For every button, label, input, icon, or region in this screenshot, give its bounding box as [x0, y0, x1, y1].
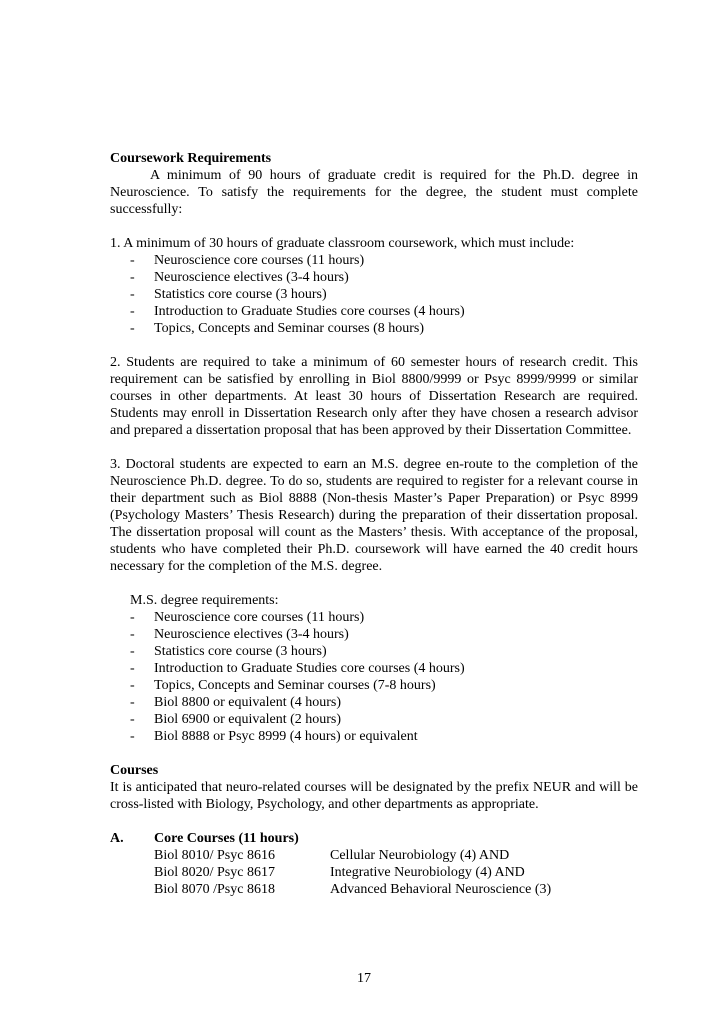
list-item: - Neuroscience electives (3-4 hours) — [130, 627, 349, 642]
course-name: Advanced Behavioral Neuroscience (3) — [330, 882, 552, 897]
course-row — [110, 864, 638, 881]
course-code: Biol 8070 /Psyc 8618 — [154, 882, 275, 897]
list-item: - Introduction to Graduate Studies core courses (4 hours) — [130, 661, 465, 676]
course-name: Cellular Neurobiology (4) AND — [330, 848, 510, 863]
section-letter: A. — [110, 831, 124, 846]
requirement-1: 1. A minimum of 30 hours of graduate classroom coursework, which must include: — [110, 236, 575, 251]
courses-text: It is anticipated that neuro-related courses will be designated by the prefix NEUR and will be cross-listed with Biology, Psychology, and other departments as appropriate. — [110, 780, 638, 812]
course-code: Biol 8010/ Psyc 8616 — [154, 848, 275, 863]
list-item: - Topics, Concepts and Seminar courses (8 hours) — [130, 321, 425, 336]
course-code: Biol 8020/ Psyc 8617 — [154, 865, 275, 880]
list-item: - Neuroscience core courses (11 hours) — [130, 253, 365, 268]
list-item: - Neuroscience core courses (11 hours) — [130, 610, 365, 625]
section-a-header — [110, 830, 638, 847]
list-item: - Biol 8800 or equivalent (4 hours) — [130, 695, 342, 710]
course-row — [110, 881, 638, 898]
list-item: - Statistics core course (3 hours) — [130, 287, 327, 302]
course-name: Integrative Neurobiology (4) AND — [330, 865, 525, 880]
list-item: - Neuroscience electives (3-4 hours) — [130, 270, 349, 285]
list-item: - Introduction to Graduate Studies core courses (4 hours) — [130, 304, 465, 319]
list-item: - Biol 8888 or Psyc 8999 (4 hours) or equivalent — [130, 729, 418, 744]
list-item: - Topics, Concepts and Seminar courses (7-8 hours) — [130, 678, 436, 693]
courses-heading: Courses — [110, 763, 159, 778]
coursework-heading: Coursework Requirements — [110, 151, 272, 166]
ms-requirements-list — [110, 609, 638, 745]
requirement-3: 3. Doctoral students are expected to earn an M.S. degree en-route to the completion of the Neuroscience Ph.D. degree. To do so, students are required to register for a relevant course in their department such as Biol 8888 (Non-thesis Master’s Paper Preparation) or Psyc 8999 (Psychology Masters’ Thesis Research) during the preparation of their dissertation proposal. The dissertation proposal will count as the Masters’ thesis. With acceptance of the proposal, students who have completed their Ph.D. coursework will have earned the 40 credit hours necessary for the completion of the M.S. degree. — [110, 457, 638, 574]
course-row — [110, 847, 638, 864]
list-item: - Biol 6900 or equivalent (2 hours) — [130, 712, 342, 727]
document-body — [110, 150, 638, 898]
list-item: - Statistics core course (3 hours) — [130, 644, 327, 659]
page-number: 17 — [357, 971, 371, 986]
ms-requirements-title: M.S. degree requirements: — [130, 593, 279, 608]
coursework-intro: A minimum of 90 hours of graduate credit is required for the Ph.D. degree in Neuroscience. To satisfy the requirements for the degree, the student must complete successfully: — [110, 168, 638, 217]
requirement-1-list — [110, 252, 638, 337]
section-title: Core Courses (11 hours) — [154, 831, 299, 846]
requirement-2: 2. Students are required to take a minimum of 60 semester hours of research credit. This requirement can be satisfied by enrolling in Biol 8800/9999 or Psyc 8999/9999 or similar courses in other departments. At least 30 hours of Dissertation Research are required. Students may enroll in Dissertation Research only after they have chosen a research advisor and prepared a dissertation proposal that has been approved by their Dissertation Committee. — [110, 355, 638, 438]
